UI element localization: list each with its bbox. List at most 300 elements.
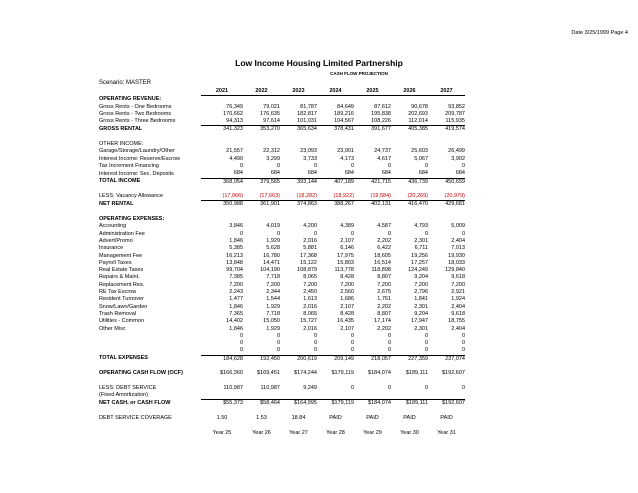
expense-row-value: 0: [387, 230, 391, 237]
gross-rent-row: [99, 104, 465, 111]
expense-row-value: 2,301: [414, 325, 428, 332]
gross-rent-row-value: 87,612: [374, 103, 391, 110]
other-income-row-label: Interest Income: Sec. Deposits: [99, 170, 174, 177]
other-income-row-value: 22,312: [263, 148, 280, 155]
ocf-row-value: $179,119: [331, 370, 354, 377]
expense-row-value: 7,013: [451, 245, 465, 252]
expense-row-value: 18,033: [448, 259, 465, 266]
section-other-income-value: [428, 141, 465, 148]
net-rental-row-label: NET RENTAL: [99, 201, 134, 208]
dscr-row-value: PAID: [440, 415, 453, 422]
section-other-income: [99, 141, 465, 148]
ocf-row-value: $189,111: [405, 370, 428, 377]
expense-row-value: 2,796: [414, 289, 428, 296]
expense-row-value: 2,202: [377, 237, 391, 244]
expense-row-value: 7,200: [451, 281, 465, 288]
other-income-row-value: 0: [424, 162, 428, 169]
ocf-row-value: $192,607: [442, 370, 465, 377]
vacancy-row: [99, 193, 465, 201]
footer-year-row-value: Year 28: [326, 429, 345, 436]
expense-row-value: 7,718: [266, 274, 280, 281]
footer-year-row-value: Year 25: [212, 429, 232, 436]
expense-row: [99, 304, 465, 311]
dscr-row-value: 1.50: [216, 415, 228, 422]
expense-row: [99, 318, 465, 325]
total-income-row-value: 407,189: [334, 178, 354, 185]
other-income-row-value: 0: [276, 162, 280, 169]
expense-row-value: 1,841: [414, 296, 428, 303]
other-income-row-value: 24,737: [374, 148, 391, 155]
expense-row-label: Resident Turnover: [99, 296, 144, 303]
expense-row-value: 1,929: [266, 303, 280, 310]
dscr-row-value: 18.84: [291, 415, 306, 422]
dscr-row-label: DEBT SERVICE COVERAGE: [99, 415, 172, 422]
footer-year-row: [99, 430, 465, 437]
expense-row-value: 0: [428, 347, 465, 355]
spacer-row: [99, 378, 465, 385]
expense-row-value: 0: [387, 332, 391, 339]
other-income-row-value: 25,603: [411, 148, 428, 155]
expense-row-value: 0: [424, 332, 428, 339]
debt-service-row-value: 0: [461, 384, 465, 391]
gross-rental-row-value: 419,574: [445, 126, 465, 133]
spacer-row: [99, 134, 465, 141]
amortization-row-value: [428, 392, 465, 400]
gross-rent-row-value: 209,787: [445, 110, 465, 117]
ocf-row-value: $169,451: [257, 370, 280, 377]
section-operating-revenue: [99, 96, 465, 104]
scenario-label: Scenario: MASTER: [99, 80, 152, 86]
other-income-row: [99, 148, 465, 155]
gross-rent-row-label: Gross Rents - One Bedrooms: [99, 103, 172, 110]
expense-row-value: 2,243: [229, 289, 243, 296]
expense-row-label: Snow/Lawn/Garden: [99, 303, 148, 310]
gross-rent-row-label: Gross Rents - Three Bedrooms: [99, 118, 176, 125]
net-cash-row-value: $58,464: [260, 400, 280, 407]
expense-row-value: 17,257: [411, 259, 428, 266]
gross-rent-row-value: 170,662: [223, 110, 243, 117]
expense-row-value: 8,065: [303, 310, 317, 317]
expense-row-value: 17,947: [411, 318, 428, 325]
expense-row-value: 0: [201, 347, 243, 355]
expense-row-label: Administration Fee: [99, 230, 145, 237]
other-income-row-value: 3,299: [266, 155, 280, 162]
expense-row-value: 4,019: [266, 223, 280, 230]
section-operating-expenses-label: OPERATING EXPENSES:: [99, 216, 165, 223]
year-header-row-value: 2022: [243, 88, 280, 96]
expense-row-value: 0: [276, 230, 280, 237]
section-operating-revenue-value: [354, 96, 391, 104]
expense-row-value: 99,704: [226, 267, 243, 274]
expense-row: [99, 347, 465, 355]
debt-service-row-value: 0: [350, 384, 354, 391]
expense-row-value: 9,618: [451, 274, 465, 281]
expense-row: [99, 245, 465, 252]
expense-row-label: Repairs & Maint.: [99, 274, 140, 281]
net-rental-row-value: 402,131: [371, 201, 391, 208]
total-expenses-row-value: 200,619: [297, 355, 317, 362]
expense-row-value: 0: [239, 332, 243, 339]
section-operating-expenses-value: [317, 216, 354, 223]
gross-rent-row-value: 90,678: [411, 103, 428, 110]
expense-row-value: 16,213: [226, 252, 243, 259]
other-income-row-value: 684: [280, 170, 317, 178]
other-income-row-label: Tax Increment Financing: [99, 162, 159, 169]
amortization-row-value: [391, 392, 428, 400]
expense-row-value: 6,711: [414, 245, 428, 252]
expense-row: [99, 238, 465, 245]
expense-row-value: 1,929: [266, 237, 280, 244]
footer-year-row-value: Year 29: [363, 429, 382, 436]
expense-row-value: 5,628: [266, 245, 280, 252]
total-expenses-row-value: 218,057: [371, 355, 391, 362]
debt-service-row-value: 110,987: [223, 384, 243, 391]
expense-row-label: Utilities - Common: [99, 318, 144, 325]
expense-row-value: 9,618: [451, 310, 465, 317]
total-expenses-row: [99, 355, 465, 363]
expense-row-value: 2,016: [303, 237, 317, 244]
other-income-row-value: 684: [201, 170, 243, 178]
gross-rent-row-value: 76,349: [226, 103, 243, 110]
other-income-row-value: 4,490: [229, 155, 243, 162]
expense-row-value: 0: [276, 332, 280, 339]
gross-rental-row-value: 391,677: [371, 126, 391, 133]
expense-row-label: Replacement Res.: [99, 281, 145, 288]
section-operating-revenue-label: OPERATING REVENUE:: [99, 96, 162, 103]
gross-rent-row-value: 93,852: [448, 103, 465, 110]
other-income-row-value: 0: [313, 162, 317, 169]
total-expenses-row-value: 192,450: [260, 355, 280, 362]
spacer-row: [99, 186, 465, 193]
other-income-row-value: 26,499: [448, 148, 465, 155]
expense-row-value: 0: [243, 347, 280, 355]
net-cash-row: [99, 400, 465, 408]
other-income-row-value: 0: [239, 162, 243, 169]
gross-rent-row-value: 94,313: [201, 118, 243, 126]
expense-row-value: 0: [354, 347, 391, 355]
expense-row-value: 2,016: [303, 303, 317, 310]
other-income-row-value: 23,093: [300, 148, 317, 155]
amortization-row-value: [317, 392, 354, 400]
expense-row-value: 7,200: [229, 281, 243, 288]
expense-row-value: 16,780: [263, 252, 280, 259]
other-income-row-value: 4,617: [377, 155, 391, 162]
report-title: Low Income Housing Limited Partnership: [235, 58, 403, 68]
gross-rental-row-value: 353,270: [260, 126, 280, 133]
expense-row-label: [99, 340, 201, 347]
footer-year-row-value: Year 27: [289, 429, 308, 436]
expense-row: [99, 289, 465, 296]
other-income-row-value: 0: [461, 162, 465, 169]
total-income-row: [99, 178, 465, 186]
expense-row-value: 7,200: [340, 281, 354, 288]
net-rental-row-value: 361,901: [260, 201, 280, 208]
expense-row: [99, 267, 465, 274]
other-income-row-value: 0: [350, 162, 354, 169]
expense-row-value: 7,200: [303, 281, 317, 288]
total-income-row-value: 450,659: [445, 178, 465, 185]
section-other-income-value: [280, 141, 317, 148]
dscr-row-value: PAID: [329, 415, 342, 422]
section-operating-expenses-value: [391, 216, 428, 223]
net-rental-row-value: 350,988: [223, 201, 243, 208]
gross-rental-row-value: 378,431: [334, 126, 354, 133]
expense-row-value: 2,301: [414, 237, 428, 244]
amortization-row-label: (Fixed Amortization): [99, 392, 148, 399]
ocf-row-value: $166,360: [220, 370, 243, 377]
expense-row-value: 14,402: [226, 318, 243, 325]
expense-row-label: Other Misc: [99, 325, 126, 332]
expense-row-value: 108,879: [297, 267, 317, 274]
net-cash-row-value: $184,074: [368, 400, 391, 407]
total-income-row-value: 368,054: [223, 178, 243, 185]
total-expenses-row-value: 209,149: [334, 355, 354, 362]
expense-row: [99, 253, 465, 260]
gross-rental-row-value: 365,634: [297, 126, 317, 133]
gross-rent-row-value: 97,614: [243, 118, 280, 126]
expense-row-value: 2,202: [377, 303, 391, 310]
expense-row: [99, 296, 465, 303]
expense-row-value: 7,718: [266, 310, 280, 317]
expense-row-value: 0: [424, 340, 428, 347]
net-cash-row-value: $55,373: [223, 400, 243, 407]
gross-rent-row-value: 104,567: [317, 118, 354, 126]
dscr-row: [99, 415, 465, 422]
section-other-income-value: [243, 141, 280, 148]
other-income-row-label: Interest Income: Reserve/Escrow: [99, 155, 181, 162]
section-operating-expenses-value: [354, 216, 391, 223]
expense-row-value: 0: [461, 230, 465, 237]
expense-row-value: 0: [424, 230, 428, 237]
other-income-row-value: 684: [428, 170, 465, 178]
expense-row-value: 3,846: [229, 223, 243, 230]
gross-rent-row-value: 189,216: [334, 110, 354, 117]
debt-service-row-label: LESS: DEBT SERVICE: [99, 384, 157, 391]
expense-row-value: 5,881: [303, 245, 317, 252]
expense-row-value: 4,587: [377, 223, 391, 230]
year-header-row-label: [99, 88, 201, 96]
net-cash-row-value: $179,119: [331, 400, 354, 407]
vacancy-row-label: LESS: Vacancy Allowance: [99, 193, 164, 200]
expense-row-label: Advert/Promo: [99, 237, 133, 244]
year-header-row: [99, 88, 465, 96]
expense-row-value: 6,422: [377, 245, 391, 252]
other-income-row: [99, 156, 465, 163]
gross-rental-row-label: GROSS RENTAL: [99, 126, 143, 133]
gross-rent-row-value: 84,649: [337, 103, 354, 110]
vacancy-row-value: (18,922): [317, 193, 354, 201]
expense-row-value: 6,146: [340, 245, 354, 252]
footer-year-row-value: Year 31: [437, 429, 456, 436]
expense-row-value: 15,727: [300, 318, 317, 325]
year-header-row-value: 2027: [428, 88, 465, 96]
expense-row-value: 17,975: [337, 252, 354, 259]
expense-row-value: 18,605: [374, 252, 391, 259]
expense-row-value: 0: [313, 340, 317, 347]
expense-row-value: 2,404: [451, 325, 465, 332]
section-operating-revenue-value: [317, 96, 354, 104]
total-income-row-label: TOTAL INCOME: [99, 178, 141, 185]
expense-row-value: 8,065: [303, 274, 317, 281]
total-expenses-row-value: 227,359: [408, 355, 428, 362]
dscr-row-value: PAID: [366, 415, 379, 422]
expense-row-value: 8,428: [340, 274, 354, 281]
expense-row: [99, 260, 465, 267]
debt-service-row-value: 110,987: [260, 384, 280, 391]
amortization-row-value: [280, 392, 317, 400]
expense-row-value: 9,204: [414, 274, 428, 281]
report-subtitle: CASH FLOW PROJECTION: [330, 71, 388, 76]
vacancy-row-value: (18,282): [280, 193, 317, 201]
cash-flow-table: [99, 88, 465, 437]
net-rental-row-value: 374,863: [297, 201, 317, 208]
section-operating-expenses: [99, 216, 465, 223]
debt-service-row: [99, 385, 465, 392]
ocf-row-value: $184,074: [368, 370, 391, 377]
section-other-income-value: [354, 141, 391, 148]
net-cash-row-value: $164,995: [294, 400, 317, 407]
gross-rent-row-value: 101,031: [280, 118, 317, 126]
other-income-row-value: 3,902: [451, 155, 465, 162]
expense-row-value: 0: [239, 340, 243, 347]
expense-row-value: 0: [387, 340, 391, 347]
expense-row-value: 0: [461, 340, 465, 347]
other-income-row-label: Garage/Storage/Laundry/Other: [99, 148, 175, 155]
expense-row-value: 1,544: [266, 296, 280, 303]
expense-row-value: 8,807: [377, 274, 391, 281]
expense-row-value: 0: [350, 230, 354, 237]
expense-row-label: [99, 333, 201, 340]
net-rental-row-value: 416,470: [408, 201, 428, 208]
ocf-row: [99, 370, 465, 377]
other-income-row-value: 21,557: [226, 148, 243, 155]
total-expenses-row-value: 184,628: [223, 355, 243, 362]
gross-rent-row-label: Gross Rents - Two Bedrooms: [99, 110, 172, 117]
other-income-row: [99, 170, 465, 178]
expense-row-value: 7,200: [266, 281, 280, 288]
expense-row-label: Payroll Taxes: [99, 259, 132, 266]
expense-row-value: 16,435: [337, 318, 354, 325]
total-expenses-row-value: 237,074: [445, 355, 465, 362]
vacancy-row-value: (17,663): [243, 193, 280, 201]
other-income-row-value: 684: [354, 170, 391, 178]
year-header-row-value: 2023: [280, 88, 317, 96]
expense-row-value: 2,404: [451, 303, 465, 310]
other-income-row-value: 4,173: [340, 155, 354, 162]
expense-row-value: 7,385: [229, 274, 243, 281]
expense-row: [99, 231, 465, 238]
expense-row-value: 7,200: [377, 281, 391, 288]
expense-row-value: 5,009: [451, 223, 465, 230]
expense-row: [99, 333, 465, 340]
expense-row-value: 104,190: [260, 267, 280, 274]
expense-row-value: 0: [239, 230, 243, 237]
section-operating-expenses-value: [201, 216, 243, 223]
expense-row-value: 19,930: [448, 252, 465, 259]
section-operating-revenue-value: [428, 96, 465, 104]
expense-row-value: 7,365: [229, 310, 243, 317]
expense-row-value: 2,344: [266, 289, 280, 296]
net-rental-row: [99, 201, 465, 209]
expense-row-value: 13,848: [226, 259, 243, 266]
expense-row-value: 1,846: [229, 237, 243, 244]
debt-service-row-value: 0: [424, 384, 428, 391]
expense-row: [99, 311, 465, 318]
year-header-row-value: 2026: [391, 88, 428, 96]
other-income-row: [99, 163, 465, 170]
gross-rent-row-value: 79,021: [263, 103, 280, 110]
expense-row: [99, 340, 465, 347]
gross-rent-row: [99, 118, 465, 126]
debt-service-row-value: 9,249: [303, 384, 317, 391]
expense-row-value: 1,761: [377, 296, 391, 303]
expense-row-value: 1,929: [266, 325, 280, 332]
expense-row: [99, 282, 465, 289]
net-cash-row-label: NET CASH, or CASH FLOW: [99, 400, 171, 407]
expense-row-value: 9,204: [414, 310, 428, 317]
expense-row-value: 1,613: [303, 296, 317, 303]
amortization-row-value: [243, 392, 280, 400]
section-other-income-value: [391, 141, 428, 148]
expense-row-value: 15,050: [263, 318, 280, 325]
vacancy-row-value: (19,584): [354, 193, 391, 201]
expense-row-value: 129,840: [445, 267, 465, 274]
expense-row-value: 2,675: [377, 289, 391, 296]
expense-row: [99, 326, 465, 333]
vacancy-row-value: (20,269): [391, 193, 428, 201]
gross-rent-row-value: 108,226: [354, 118, 391, 126]
amortization-row-value: [201, 392, 243, 400]
other-income-row-value: 3,733: [303, 155, 317, 162]
net-cash-row-value: $192,607: [442, 400, 465, 407]
total-income-row-value: 436,739: [408, 178, 428, 185]
expense-row-value: 0: [350, 332, 354, 339]
spacer-row: [99, 363, 465, 370]
expense-row-value: 0: [313, 230, 317, 237]
expense-row-value: 0: [350, 340, 354, 347]
expense-row-label: Management Fee: [99, 252, 143, 259]
expense-row-value: 18,755: [448, 318, 465, 325]
expense-row-value: 118,898: [371, 267, 391, 274]
net-cash-row-value: $189,111: [405, 400, 428, 407]
expense-row-value: 15,803: [337, 259, 354, 266]
expense-row-value: 113,778: [334, 267, 354, 274]
date-page-header: Date 3/25/1999 Page 4: [571, 30, 628, 36]
expense-row-value: 4,200: [303, 223, 317, 230]
expense-row-value: 2,560: [340, 289, 354, 296]
section-operating-revenue-value: [201, 96, 243, 104]
section-operating-expenses-value: [428, 216, 465, 223]
section-operating-revenue-value: [243, 96, 280, 104]
expense-row-label: RE Tax Escrow: [99, 289, 137, 296]
footer-year-row-value: Year 30: [400, 429, 419, 436]
expense-row-value: 1,686: [340, 296, 354, 303]
ocf-row-label: OPERATING CASH FLOW (OCF): [99, 370, 183, 377]
expense-row-value: 8,807: [377, 310, 391, 317]
year-header-row-value: 2021: [201, 88, 243, 96]
expense-row-value: 0: [276, 340, 280, 347]
section-other-income-value: [201, 141, 243, 148]
expense-row-value: 8,428: [340, 310, 354, 317]
gross-rent-row-value: 81,787: [300, 103, 317, 110]
expense-row-value: 2,921: [451, 289, 465, 296]
expense-row-value: 17,174: [374, 318, 391, 325]
other-income-row-value: 684: [243, 170, 280, 178]
expense-row-value: 2,107: [340, 325, 354, 332]
debt-service-row-value: 0: [387, 384, 391, 391]
section-other-income-label: OTHER INCOME:: [99, 141, 144, 148]
amortization-row: [99, 392, 465, 400]
